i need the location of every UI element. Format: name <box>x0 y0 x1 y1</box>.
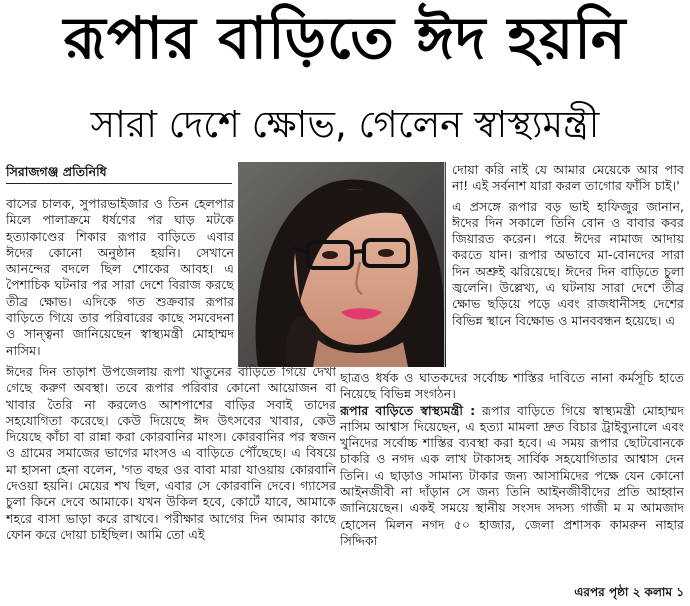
column-divider <box>444 162 445 367</box>
portrait-illustration <box>238 162 446 367</box>
subheadline: সারা দেশে ক্ষোভ, গেলেন স্বাস্থ্যমন্ত্রী <box>90 103 600 146</box>
minister-paragraph-text: রূপার বাড়িতে গিয়ে স্বাস্থ্যমন্ত্রী মোহাম্মদ নাসিম আশ্বাস দিয়েছেন, এ হত্যা মামলা দ্রুত বিচার ট্রাইব্যুনালে এবং খুনিদের সর্বোচ্চ শাস্তির ব্যবস্থা করা হবে। এ সময় রূপার ছোটবোনকে চাকরি ও নগদ এক লাখ টাকাসহ সার্বিক সহযোগিতার আশ্বাস দেন তিনি। এ ছাড়াও সামান্য টাকার জন্য আসামিদের পক্ষে যেন কোনো আইনজীবী না দাঁড়ান সে জন্য তিনি আইনজীবীদের প্রতি আহ্বান জানিয়েছেন। একই সময়ে স্থানীয় সংসদ সদস্য গাজী ম ম আমজাদ হোসেন মিলন নগদ ৫০ হাজার, জেলা প্রশাসক কামরুন নাহার সিদ্দিকা <box>340 402 684 548</box>
section-subhead: রূপার বাড়িতে স্বাস্থ্যমন্ত্রী : <box>340 402 476 418</box>
minister-paragraph <box>340 403 684 550</box>
victim-photo <box>238 162 446 367</box>
main-body-text: ঈদের দিন তাড়াশ উপজেলায় রূপা খাতুনের বাড়িতে গিয়ে দেখা গেছে করুণ অবস্থা। তবে রূপার পরিবার কোনো আয়োজন বা খাবার তৈরি না করলেও আশপাশের বাড়ির সবাই তাদের সহযোগিতা করেছে। কেউ দিয়েছে ঈদ উৎসবের খাবার, কেউ দিয়েছে কাঁচা বা রান্না করা কোরবানির মাংস। কোরবানির পর স্বজন ও গ্রামের সমাজের ভাগের মাংসও এ বাড়িতে পৌঁছেছে। এ বিষয়ে মা হাসনা হেনা বলেন, 'গত বছর ওর বাবা মারা যাওয়ায় কোরবানি দেওয়া হয়নি। মেয়ের শখ ছিল, এবার সে কোরবানি দেবে। গ্যাসের চুলা কিনে দেবে আমাকে। যখন উকিল হবে, কোর্টে যাবে, আমাকে শহরে বাসা ভাড়া করে রাখবে। পরীক্ষার আগের দিন আমার কাছে ফোন করে দোয়া চাইছিল। আমি তো এই <box>6 364 336 542</box>
byline-rule <box>6 183 232 184</box>
quote-paragraph: দোয়া করি নাই যে আমার মেয়েকে আর পাব না! এই সর্বনাশ যারা করল তাগোর ফাঁসি চাই।' <box>452 162 684 194</box>
headline: রূপার বাড়িতে ঈদ হয়নি <box>63 4 627 72</box>
byline: সিরাজগঞ্জ প্রতিনিধি <box>6 164 107 179</box>
brother-statement-paragraph: এ প্রসঙ্গে রূপার বড় ভাই হাফিজুর জানান, ঈদের দিন সকালে তিনি বোন ও বাবার কবর জিয়ারত করেন। পরে ঈদের নামাজ আদায় করতে যান। রূপার অভাবে মা-বোনদের সারা দিন অশ্রুই ঝরিয়েছে। ঈদের দিন বাড়িতে চুলা জ্বলেনি। উল্লেখ্য, এ ঘটনায় সারা দেশে তীব্র ক্ষোভ ছড়িয়ে পড়ে এবং রাজধানীসহ দেশের বিভিন্ন স্থানে বিক্ষোভ ও মানববন্ধন হয়েছে। এ <box>452 198 684 328</box>
continued-on-page: এরপর পৃষ্ঠা ২ কলাম ১ <box>574 585 684 599</box>
lead-paragraph: বাসের চালক, সুপারভাইজার ও তিন হেলপার মিলে পালাক্রমে ধর্ষণের পর ঘাড় মটকে হত্যাকাণ্ডের শিকার রূপার বাড়িতে এবার ঈদের কোনো অনুষ্ঠান হয়নি। সেখানে আনন্দের বদলে ছিল শোকের আবহ। এ পৈশাচিক ঘটনার পর সারা দেশে বিরাজ করছে তীব্র ক্ষোভ। এদিকে গত শুক্রবার রূপার বাড়িতে গিয়ে তার পরিবারের কাছে সমবেদনা ও সান্ত্বনা জানিয়েছেন স্বাস্থ্যমন্ত্রী মোহাম্মদ নাসিম। <box>6 196 234 358</box>
protest-paragraph: ছাত্রও ধর্ষক ও ঘাতকদের সর্বোচ্চ শাস্তির দাবিতে নানা কর্মসূচি হাতে নিয়েছে বিভিন্ন সংগঠন। <box>340 370 684 402</box>
side-column <box>452 162 684 367</box>
minister-section <box>340 370 684 602</box>
